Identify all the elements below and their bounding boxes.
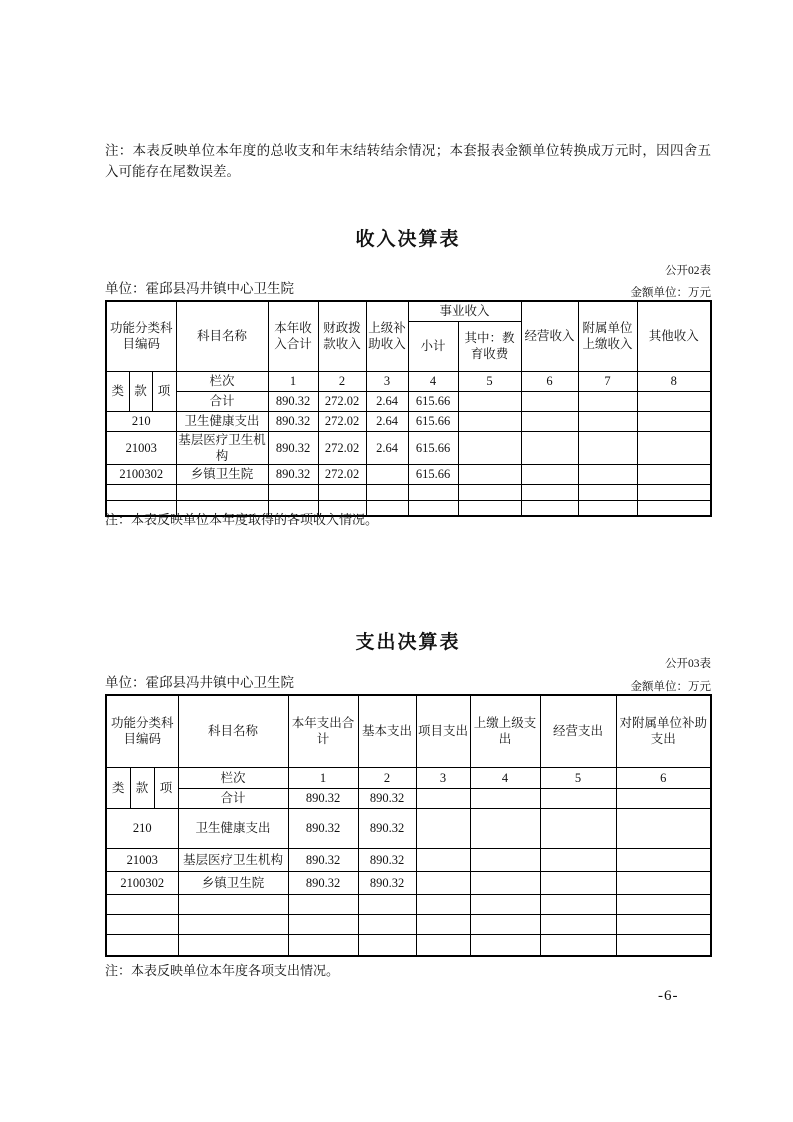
- cell-value: [616, 914, 711, 934]
- cell-value: 890.32: [358, 848, 416, 871]
- header-subsidy-to-affiliated-expense: 对附属单位补助支出: [616, 695, 711, 767]
- header-superior-subsidy-income: 上级补助收入: [366, 301, 408, 371]
- expense-note: 注：本表反映单位本年度各项支出情况。: [105, 963, 340, 978]
- income-sheet-number: 公开02表: [665, 265, 711, 277]
- cell-value: [470, 894, 540, 914]
- cell-value: [288, 914, 358, 934]
- col-index: 6: [616, 767, 711, 788]
- cell-value: 890.32: [358, 808, 416, 848]
- expense-org-line: 单位：霍邱县冯井镇中心卫生院: [105, 675, 294, 690]
- header-subject-name: 科目名称: [178, 695, 288, 767]
- cell-code: [106, 484, 176, 500]
- income-table: [105, 300, 712, 517]
- header-annual-expense-total: 本年支出合计: [288, 695, 358, 767]
- cell-value: [416, 848, 470, 871]
- cell-value: [458, 391, 521, 411]
- top-note: 注：本表反映单位本年度的总收支和年末结转结余情况；本套报表金额单位转换成万元时，因四舍五入可能存在尾数误差。: [105, 143, 711, 179]
- cell-value: 615.66: [408, 464, 458, 484]
- expense-header-row: [106, 695, 711, 767]
- cell-value: 615.66: [408, 411, 458, 431]
- cell-value: [637, 431, 711, 464]
- header-business-income-group: 事业收入: [408, 301, 521, 321]
- table-row: [106, 411, 711, 431]
- cell-value: [616, 808, 711, 848]
- cell-value: [416, 788, 470, 808]
- header-func-code: 功能分类科目编码: [106, 301, 176, 371]
- cell-value: [521, 484, 578, 500]
- cell-value: [540, 894, 616, 914]
- cell-value: [540, 871, 616, 894]
- cell-value: [358, 914, 416, 934]
- col-index: 6: [521, 371, 578, 391]
- cell-value: [578, 411, 637, 431]
- cell-value: 890.32: [268, 431, 318, 464]
- col-index: 3: [416, 767, 470, 788]
- cell-value: [470, 788, 540, 808]
- cell-value: 615.66: [408, 431, 458, 464]
- cell-value: [470, 934, 540, 956]
- table-row: [106, 894, 711, 914]
- header-item: 项: [154, 767, 178, 808]
- cell-value: [637, 411, 711, 431]
- cell-value: 890.32: [288, 848, 358, 871]
- cell-value: 890.32: [288, 788, 358, 808]
- page-number: -6-: [658, 988, 679, 1004]
- income-table-title: 收入决算表: [355, 229, 461, 250]
- cell-value: 272.02: [318, 391, 366, 411]
- cell-value: 890.32: [268, 411, 318, 431]
- header-education-fees: 其中：教育收费: [458, 321, 521, 371]
- cell-code: [106, 934, 178, 956]
- col-index: 7: [578, 371, 637, 391]
- cell-value: [540, 788, 616, 808]
- header-func-code: 功能分类科目编码: [106, 695, 178, 767]
- cell-value: [578, 464, 637, 484]
- cell-value: 890.32: [288, 808, 358, 848]
- header-operating-income: 经营收入: [521, 301, 578, 371]
- expense-sheet-number: 公开03表: [665, 658, 711, 670]
- cell-code: 2100302: [106, 871, 178, 894]
- cell-name: [176, 484, 268, 500]
- cell-value: [616, 871, 711, 894]
- cell-value: [416, 914, 470, 934]
- cell-value: 890.32: [358, 788, 416, 808]
- cell-value: 272.02: [318, 431, 366, 464]
- cell-name: 卫生健康支出: [178, 808, 288, 848]
- cell-value: 890.32: [288, 871, 358, 894]
- cell-name: 乡镇卫生院: [178, 871, 288, 894]
- table-row: [106, 484, 711, 500]
- cell-value: [416, 934, 470, 956]
- header-project-expense: 项目支出: [416, 695, 470, 767]
- cell-value: [637, 464, 711, 484]
- cell-code: 210: [106, 411, 176, 431]
- cell-value: [366, 464, 408, 484]
- cell-value: [616, 788, 711, 808]
- cell-value: [458, 464, 521, 484]
- cell-code: 21003: [106, 848, 178, 871]
- header-basic-expense: 基本支出: [358, 695, 416, 767]
- table-row: [106, 934, 711, 956]
- cell-value: 890.32: [358, 871, 416, 894]
- income-note: 注：本表反映单位本年度取得的各项收入情况。: [105, 512, 379, 527]
- col-index: 1: [268, 371, 318, 391]
- cell-value: [358, 934, 416, 956]
- cell-value: [521, 391, 578, 411]
- cell-code: 210: [106, 808, 178, 848]
- cell-value: [416, 894, 470, 914]
- cell-value: [616, 934, 711, 956]
- cell-value: [358, 894, 416, 914]
- col-index: 4: [408, 371, 458, 391]
- header-upturn-to-superior-expense: 上缴上级支出: [470, 695, 540, 767]
- cell-value: 2.64: [366, 391, 408, 411]
- cell-name: [178, 894, 288, 914]
- cell-value: [616, 894, 711, 914]
- cell-code: [106, 894, 178, 914]
- cell-value: [578, 484, 637, 500]
- col-index: 5: [458, 371, 521, 391]
- table-row: [106, 431, 711, 464]
- cell-value: 615.66: [408, 391, 458, 411]
- cell-value: [416, 808, 470, 848]
- col-index: 5: [540, 767, 616, 788]
- col-index: 8: [637, 371, 711, 391]
- cell-value: [521, 431, 578, 464]
- cell-value: [470, 871, 540, 894]
- cell-value: [578, 431, 637, 464]
- cell-name: 卫生健康支出: [176, 411, 268, 431]
- cell-value: 272.02: [318, 464, 366, 484]
- cell-value: 2.64: [366, 411, 408, 431]
- cell-value: [458, 431, 521, 464]
- cell-value: 890.32: [268, 391, 318, 411]
- cell-value: [268, 484, 318, 500]
- header-operating-expense: 经营支出: [540, 695, 616, 767]
- header-annual-income-total: 本年收入合计: [268, 301, 318, 371]
- header-section: 款: [130, 767, 154, 808]
- table-row: [106, 808, 711, 848]
- cell-value: [578, 391, 637, 411]
- cell-value: [521, 464, 578, 484]
- header-business-income-subtotal: 小计: [408, 321, 458, 371]
- header-affiliated-unit-upturn-income: 附属单位上缴收入: [578, 301, 637, 371]
- income-amount-unit: 金额单位：万元: [630, 287, 711, 299]
- cell-value: [318, 484, 366, 500]
- col-index: 3: [366, 371, 408, 391]
- income-org-line: 单位：霍邱县冯井镇中心卫生院: [105, 281, 294, 296]
- col-index: 1: [288, 767, 358, 788]
- header-class: 类: [106, 371, 129, 411]
- cell-value: [616, 848, 711, 871]
- cell-value: [458, 411, 521, 431]
- cell-value: [470, 808, 540, 848]
- cell-name: 乡镇卫生院: [176, 464, 268, 484]
- col-index: 2: [358, 767, 416, 788]
- cell-value: 2.64: [366, 431, 408, 464]
- cell-value: [540, 934, 616, 956]
- cell-value: [637, 484, 711, 500]
- cell-value: [540, 914, 616, 934]
- col-index: 4: [470, 767, 540, 788]
- table-row: [106, 871, 711, 894]
- table-row: [106, 464, 711, 484]
- cell-code: 21003: [106, 431, 176, 464]
- cell-value: [416, 871, 470, 894]
- cell-value: [470, 848, 540, 871]
- header-class: 类: [106, 767, 130, 808]
- cell-code: 2100302: [106, 464, 176, 484]
- cell-value: 890.32: [268, 464, 318, 484]
- cell-name: 基层医疗卫生机构: [176, 431, 268, 464]
- cell-value: [288, 934, 358, 956]
- header-fiscal-appropriation-income: 财政拨款收入: [318, 301, 366, 371]
- header-other-income: 其他收入: [637, 301, 711, 371]
- header-item: 项: [152, 371, 176, 411]
- cell-value: [408, 484, 458, 500]
- cell-value: [540, 848, 616, 871]
- expense-lanci-row: [106, 767, 711, 788]
- lanci-label: 栏次: [176, 371, 268, 391]
- expense-table-title: 支出决算表: [355, 632, 461, 653]
- cell-code: [106, 914, 178, 934]
- header-section: 款: [129, 371, 152, 411]
- total-label: 合计: [178, 788, 288, 808]
- col-index: 2: [318, 371, 366, 391]
- table-row: [106, 848, 711, 871]
- header-subject-name: 科目名称: [176, 301, 268, 371]
- cell-value: [521, 411, 578, 431]
- income-total-row: [106, 391, 711, 411]
- cell-name: 基层医疗卫生机构: [178, 848, 288, 871]
- expense-table: [105, 694, 712, 957]
- income-lanci-row: [106, 371, 711, 391]
- cell-value: [458, 484, 521, 500]
- cell-value: [470, 914, 540, 934]
- cell-value: [366, 484, 408, 500]
- table-row: [106, 914, 711, 934]
- expense-amount-unit: 金额单位：万元: [630, 681, 711, 693]
- income-header-row: [106, 301, 711, 321]
- cell-value: 272.02: [318, 411, 366, 431]
- lanci-label: 栏次: [178, 767, 288, 788]
- expense-total-row: [106, 788, 711, 808]
- total-label: 合计: [176, 391, 268, 411]
- cell-value: [540, 808, 616, 848]
- cell-value: [288, 894, 358, 914]
- cell-name: [178, 934, 288, 956]
- cell-value: [637, 391, 711, 411]
- cell-name: [178, 914, 288, 934]
